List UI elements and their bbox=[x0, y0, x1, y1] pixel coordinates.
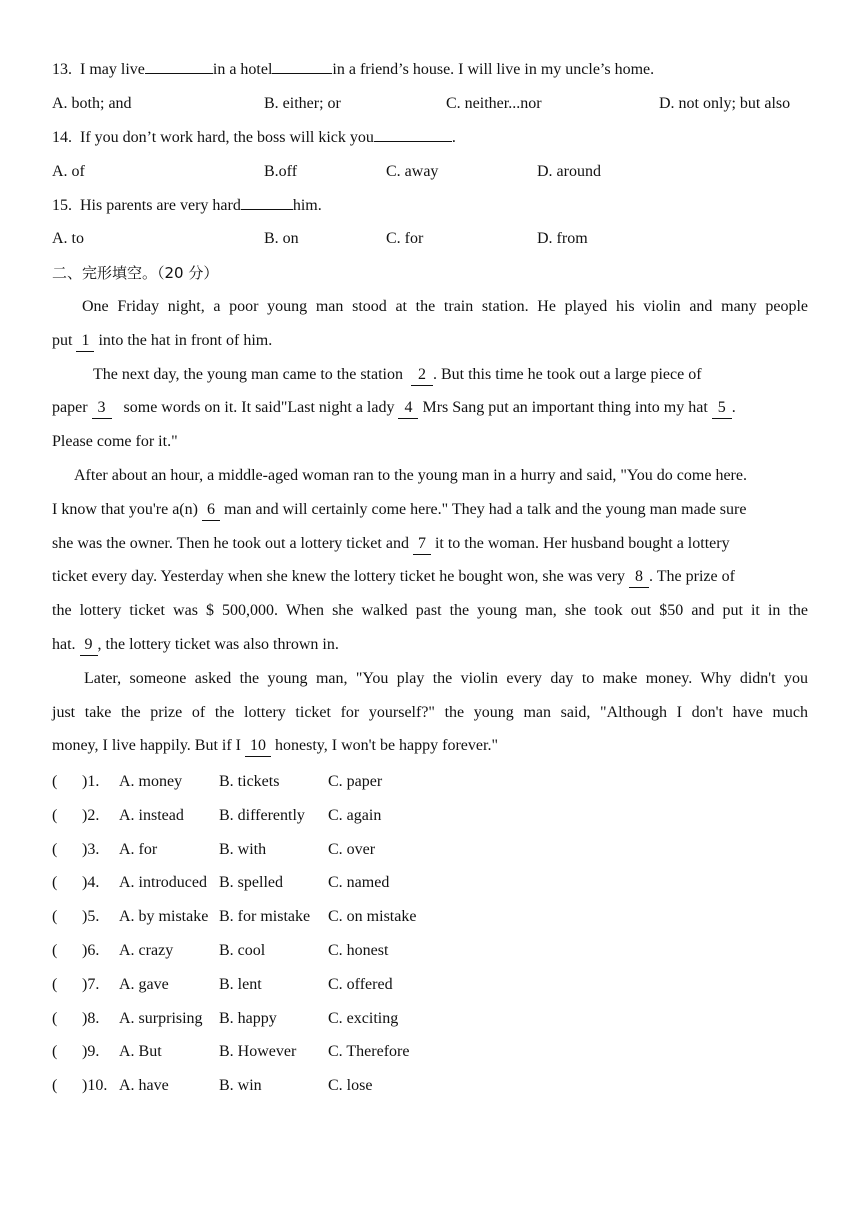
passage-text: some words on it. It said"Last night a lady bbox=[123, 399, 395, 416]
cloze-question-row bbox=[52, 866, 808, 900]
passage-text: Mrs Sang put an important thing into my hat bbox=[422, 399, 708, 416]
option-a: A. But bbox=[119, 1043, 162, 1061]
passage-text: into the hat in front of him. bbox=[98, 332, 273, 349]
option-a: A. introduced bbox=[119, 874, 207, 892]
answer-paren: ( bbox=[52, 1043, 58, 1061]
option-c: C. named bbox=[328, 874, 390, 892]
question-13 bbox=[52, 53, 808, 87]
option-c: C. Therefore bbox=[328, 1043, 410, 1061]
passage-line bbox=[52, 560, 808, 594]
option-a: A. both; and bbox=[52, 95, 132, 112]
passage-line bbox=[52, 391, 808, 425]
question-number: )10. bbox=[82, 1077, 108, 1095]
question-15-options bbox=[52, 222, 808, 256]
question-number: )8. bbox=[82, 1009, 100, 1027]
question-number: )6. bbox=[82, 942, 100, 959]
passage-text: , the lottery ticket was also thrown in. bbox=[97, 636, 339, 653]
question-14 bbox=[52, 121, 808, 155]
passage-line bbox=[52, 729, 808, 763]
blank-number: 4 bbox=[398, 398, 418, 419]
answer-blank bbox=[241, 191, 293, 210]
blank-number: 8 bbox=[629, 567, 649, 588]
answer-paren: ( bbox=[52, 1009, 58, 1027]
option-b: B. cool bbox=[219, 942, 266, 959]
option-a: A. of bbox=[52, 163, 85, 180]
passage-line bbox=[52, 493, 808, 527]
question-14-options bbox=[52, 155, 808, 189]
option-a: A. money bbox=[119, 773, 183, 790]
passage-text: I know that you're a(n) bbox=[52, 501, 198, 518]
option-c: C. away bbox=[386, 163, 439, 180]
passage-text: she was the owner. Then he took out a lottery ticket and bbox=[52, 535, 409, 552]
passage-line bbox=[52, 527, 808, 561]
passage-text: money, I live happily. But if I bbox=[52, 737, 241, 754]
blank-number: 9 bbox=[80, 635, 98, 656]
cloze-question-row bbox=[52, 799, 808, 833]
option-c: C. honest bbox=[328, 942, 389, 959]
question-number: )7. bbox=[82, 975, 100, 993]
option-b: B. happy bbox=[219, 1009, 277, 1027]
option-c: C. over bbox=[328, 840, 376, 858]
option-a: A. have bbox=[119, 1077, 169, 1095]
option-b: B. with bbox=[219, 840, 267, 858]
passage-text: The next day, the young man came to the station bbox=[93, 366, 403, 383]
passage-text: . bbox=[731, 399, 736, 416]
blank-number: 5 bbox=[712, 398, 732, 419]
question-text: him. bbox=[292, 197, 322, 214]
option-b: B. differently bbox=[219, 806, 305, 824]
option-a: A. by mistake bbox=[119, 908, 209, 926]
question-text: in a friend’s house. I will live in my uncle’s home. bbox=[332, 61, 655, 78]
passage-text: . The prize of bbox=[649, 568, 735, 585]
passage-line bbox=[93, 358, 808, 392]
option-d: D. not only; but also bbox=[659, 95, 791, 112]
question-text: His parents are very hard bbox=[80, 197, 241, 214]
answer-paren: ( bbox=[52, 1077, 58, 1095]
question-number: )1. bbox=[82, 773, 100, 790]
option-b: B. on bbox=[264, 230, 299, 247]
question-text: I may live bbox=[80, 61, 145, 78]
passage-line: Please come for it." bbox=[52, 433, 178, 450]
answer-blank bbox=[145, 55, 213, 74]
question-text: . bbox=[451, 129, 456, 146]
option-b: B. lent bbox=[219, 975, 262, 993]
question-text: If you don’t work hard, the boss will kick you bbox=[80, 129, 374, 146]
passage-text: . But this time he took out a large piece of bbox=[432, 366, 702, 383]
answer-paren: ( bbox=[52, 942, 58, 959]
question-number: )5. bbox=[82, 908, 100, 926]
option-d: D. around bbox=[537, 163, 601, 180]
passage-text: put bbox=[52, 332, 73, 349]
option-d: D. from bbox=[537, 230, 588, 247]
option-a: A. gave bbox=[119, 975, 169, 993]
passage-text: man and will certainly come here." They had a talk and the young man made sure bbox=[223, 501, 747, 518]
blank-number: 3 bbox=[92, 398, 112, 419]
option-b: B. win bbox=[219, 1077, 262, 1095]
answer-paren: ( bbox=[52, 874, 58, 892]
cloze-question-row bbox=[52, 833, 808, 867]
cloze-question-row bbox=[52, 765, 808, 799]
question-number: )2. bbox=[82, 806, 100, 824]
blank-number: 7 bbox=[413, 534, 431, 555]
question-15 bbox=[52, 189, 808, 223]
question-number: 14. bbox=[52, 129, 72, 146]
passage-text: paper bbox=[52, 399, 88, 416]
answer-paren: ( bbox=[52, 806, 58, 824]
option-c: C. for bbox=[386, 230, 424, 247]
cloze-question-row bbox=[52, 1069, 808, 1103]
passage-line: After about an hour, a middle-aged woman ran to the young man in a hurry and said, "You do come here. bbox=[74, 467, 747, 484]
question-text: in a hotel bbox=[212, 61, 273, 78]
option-a: A. surprising bbox=[119, 1009, 203, 1027]
option-c: C. exciting bbox=[328, 1009, 399, 1027]
option-b: B. for mistake bbox=[219, 908, 311, 926]
cloze-question-row bbox=[52, 968, 808, 1002]
passage-line: just take the prize of the lottery ticket for yourself?" the young man said, "Although I don't have much bbox=[52, 704, 808, 721]
answer-blank bbox=[374, 123, 452, 142]
option-c: C. on mistake bbox=[328, 908, 417, 926]
passage-line: Later, someone asked the young man, "You play the violin every day to make money. Why didn't you bbox=[84, 670, 808, 687]
option-c: C. lose bbox=[328, 1077, 373, 1095]
cloze-question-row bbox=[52, 934, 808, 968]
cloze-question-row bbox=[52, 1035, 808, 1069]
section-title: 二、完形填空。（20 分） bbox=[52, 264, 219, 282]
passage-text: honesty, I won't be happy forever." bbox=[275, 737, 498, 754]
option-a: A. crazy bbox=[119, 942, 174, 959]
option-a: A. to bbox=[52, 230, 84, 247]
option-b: B.off bbox=[264, 163, 298, 180]
answer-paren: ( bbox=[52, 840, 58, 858]
blank-number: 6 bbox=[202, 500, 220, 521]
question-13-options bbox=[52, 87, 808, 121]
blank-number: 1 bbox=[76, 331, 94, 352]
passage-text: hat. bbox=[52, 636, 76, 653]
option-c: C. neither...nor bbox=[446, 95, 542, 112]
question-number: )4. bbox=[82, 874, 100, 892]
passage-text: it to the woman. Her husband bought a lottery bbox=[434, 535, 730, 552]
answer-paren: ( bbox=[52, 773, 58, 790]
option-c: C. again bbox=[328, 806, 382, 824]
blank-number: 2 bbox=[411, 365, 433, 386]
option-b: B. tickets bbox=[219, 773, 280, 790]
passage-line: One Friday night, a poor young man stood at the train station. He played his violin and many people bbox=[82, 298, 808, 315]
answer-paren: ( bbox=[52, 908, 58, 926]
question-number: 13. bbox=[52, 61, 72, 78]
question-number: 15. bbox=[52, 197, 72, 214]
blank-number: 10 bbox=[245, 736, 271, 757]
option-b: B. However bbox=[219, 1043, 297, 1061]
option-a: A. for bbox=[119, 840, 158, 858]
passage-line bbox=[52, 324, 808, 358]
answer-blank bbox=[272, 55, 332, 74]
option-b: B. spelled bbox=[219, 874, 283, 892]
option-a: A. instead bbox=[119, 806, 184, 824]
passage-line: the lottery ticket was $ 500,000. When she walked past the young man, she took out $50 and put it in the bbox=[52, 602, 808, 619]
option-b: B. either; or bbox=[264, 95, 341, 112]
question-number: )9. bbox=[82, 1043, 100, 1061]
passage-line bbox=[52, 628, 808, 662]
question-number: )3. bbox=[82, 840, 100, 858]
cloze-question-row bbox=[52, 900, 808, 934]
option-c: C. paper bbox=[328, 773, 383, 790]
passage-text: ticket every day. Yesterday when she knew the lottery ticket he bought won, she was very bbox=[52, 568, 626, 585]
cloze-question-row bbox=[52, 1002, 808, 1036]
answer-paren: ( bbox=[52, 975, 58, 993]
option-c: C. offered bbox=[328, 975, 393, 993]
